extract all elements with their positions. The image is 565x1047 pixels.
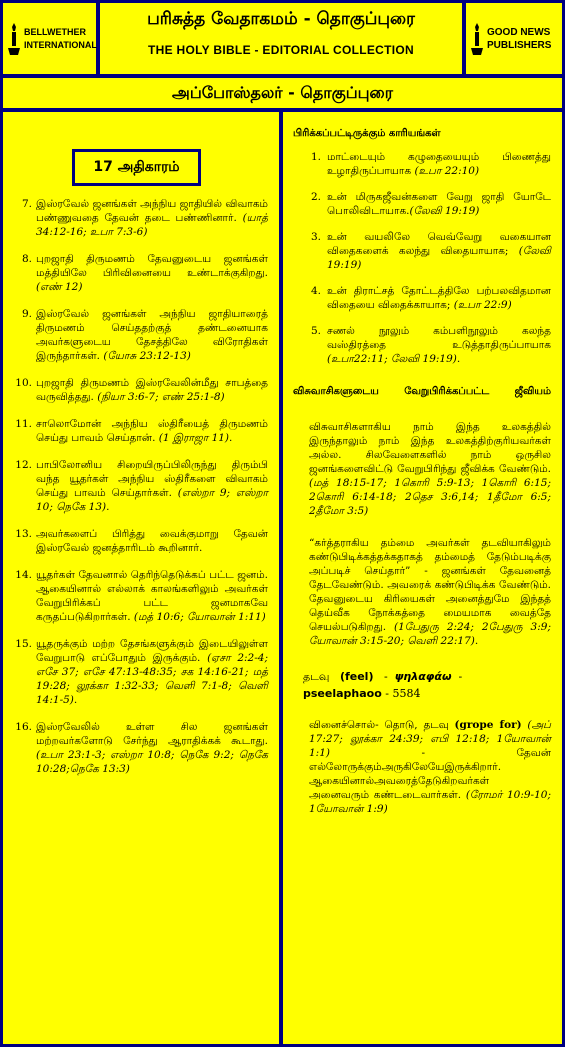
item-text: மாட்டையும் கழுதையையும் பிணைத்து உழாதிருப்பாயாக: [327, 151, 551, 177]
verse-number: 7.: [21, 198, 32, 210]
list-item: [6, 637, 268, 707]
paragraph-ref: (மத் 18:15-17; 1கொரி 5:9-13; 1கொரி 6:15; 2கொரி 6:14-18; 2தெச 3:6,14; 1தீமோ 6:5; 2தீமோ 3:5): [309, 477, 551, 517]
believers-paragraph-1: [293, 420, 551, 518]
list-item: [6, 568, 268, 624]
word-english: (feel): [339, 670, 374, 683]
list-item: [293, 284, 551, 312]
paragraph-ref: (1பேதுரு 2:24; 2பேதுரு 3:9; யோவான் 3:15-20; வெளி 22:17).: [309, 621, 551, 647]
verse-number: 10.: [15, 377, 32, 389]
item-text: உன் திராட்சத் தோட்டத்திலே பற்பலவிதமான விதையை விதைக்காயாக;: [327, 285, 551, 311]
item-text: உன் வயலிலே வெவ்வேறு வகையான விதைகளைக் கலந்து விதையாயாக;: [327, 231, 551, 257]
verse-number: 12.: [15, 459, 32, 471]
verse-text: புறஜாதி திருமணம் இஸ்ரவேலின்மீது சாபத்தை வருவித்தது.: [36, 377, 268, 403]
separation-heading: பிரிக்கப்பட்டிருக்கும் காரியங்கள்: [293, 128, 441, 139]
definition-ref: (அப் 17:27; லூக்கா 24:39; எபி 12:18; 1யோவான் 1:1): [309, 719, 551, 759]
list-item: [6, 458, 268, 514]
left-column: [3, 112, 279, 1044]
definition-english: (grope for): [454, 719, 522, 731]
verse-text: யூதர்கள் தேவனால் தெரிந்தெடுக்கப் பட்ட ஜனம். ஆகையினால் எல்லாக் காலங்களிலும் அவர்கள் வேறுபிரிக்கப் பட்ட ஜனமாகவே கருதப்படுகிறார்கள்.: [36, 569, 268, 623]
verse-text: பாபிலோனிய சிறையிருப்பிலிருந்து திரும்பி வந்த யூதர்கள் அந்நிய ஸ்திரீகளை விவாகம் செய்து பாவம் செய்தார்கள்.: [36, 459, 268, 499]
section-subtitle: அப்போஸ்தலர் - தொகுப்புரை: [172, 83, 393, 102]
verse-text: சாலொமோன் அந்நிய ஸ்திரீயைத் திருமணம் செய்து பாவம் செய்தான்.: [36, 418, 268, 444]
bible-lamp-icon: [7, 22, 21, 56]
logo-right-line1: GOOD NEWS: [487, 26, 551, 38]
paragraph-text: “கர்த்தராகிய தம்மை அவர்கள் தடவியாகிலும் கண்டுபிடிக்கத்தக்கதாகத் தம்மைத் தேடும்படிக்கு அப்படிச் செய்தார்” - ஜனங்கள் தேவனைத் தேடவேண்டும். அவரைக் கண்டுபிடிக்க வேண்டும். தேவனுடைய கிரியைகள் அனைத்துமே இந்தத் தெய்வீக நோக்கத்தை மையமாக வைத்தே செயல்படுகிறது.: [309, 537, 551, 633]
word-transliteration: pseelaphaoo: [303, 687, 382, 700]
verse-text: புறஜாதி திருமணம் தேவனுடைய ஜனங்கள் மத்தியிலே பிரிவினையை உண்டாக்குகிறது.: [36, 253, 268, 279]
verse-text: அவர்களைப் பிரித்து வைக்குமாறு தேவன் இஸ்ரவேல் ஜனத்தாரிடம் கூறினார்.: [36, 528, 268, 554]
paragraph-text: விசுவாசிகளாகிய நாம் இந்த உலகத்தில் இருந்தாலும் நாம் இந்த உலகத்திற்குரியவர்கள் அல்ல. சிலவேளைகளில் நாம் ஒருசில ஜனங்களைவிட்டு வேறுபிரிந்து ஜீவிக்க வேண்டும்.: [309, 421, 551, 475]
publisher-logo-right: [466, 3, 562, 74]
verse-ref: (எஸ்றா 9; எஸ்றா 10; நெகே 13).: [36, 487, 268, 513]
definition-prefix: வினைச்சொல்- தொடு, தடவு: [309, 719, 449, 731]
word-tamil: தடவு: [303, 670, 330, 683]
item-number: 4.: [310, 285, 321, 297]
item-ref: (லேவி 19:19): [327, 245, 551, 271]
strong-number: - 5584: [385, 687, 421, 700]
verse-ref: (ஏசா 2:2-4; எசே 37; எசே 47:13-48:35; சக 14:16-21; மத் 19:28; லூக்கா 1:32-33; வெளி 7:1-8; வெளி 14:1-5).: [36, 652, 269, 706]
right-column: [283, 112, 562, 1044]
verse-list: [6, 197, 268, 789]
list-item: [6, 527, 268, 555]
list-item: [293, 150, 551, 178]
logo-left-line2: INTERNATIONAL: [24, 39, 97, 50]
verse-number: 14.: [15, 569, 32, 581]
list-item: [6, 376, 268, 404]
list-item: [6, 252, 268, 294]
verse-ref: (யாத் 34:12-16; உபா 7:3-6): [36, 212, 269, 238]
separation-list: [293, 150, 551, 366]
verse-ref: (எண் 12): [36, 281, 83, 293]
word-study-definition: [293, 718, 551, 816]
list-item: [293, 324, 551, 366]
item-text: சணல் நூலும் கம்பளிநூலும் கலந்த வஸ்திரத்தை உடுத்தாதிருப்பாயாக: [327, 325, 551, 351]
verse-ref: (உபா 23:1-3; எஸ்றா 10:8; நெகே 9:2; நெகே 10:28;நெகே 13:3): [36, 749, 268, 775]
list-item: [6, 720, 268, 776]
believers-paragraph-2: [293, 536, 551, 648]
verse-number: 13.: [15, 528, 32, 540]
chapter-heading: 17 அதிகாரம்: [72, 149, 201, 186]
verse-ref: (1 இராஜா 11).: [158, 432, 233, 444]
item-ref: (உபா22:11; லேவி 19:19).: [327, 353, 461, 365]
verse-number: 8.: [21, 253, 32, 265]
logo-left-line1: BELLWETHER: [24, 26, 86, 37]
list-item: [6, 307, 268, 363]
definition-text: - தேவன் எல்லோருக்கும்அருகிலேயேஇருக்கிறார். ஆகையினால்அவரைத்தேடுகிறவர்கள் அனைவரும் கண்டடைவார்கள்.: [309, 747, 551, 801]
logo-right-line2: PUBLISHERS: [487, 39, 552, 51]
item-number: 3.: [310, 231, 321, 243]
tamil-title: பரிசுத்த வேதாகமம் - தொகுப்புரை: [147, 9, 415, 29]
list-item: [293, 190, 551, 218]
item-text: உன் மிருகஜீவன்களை வேறு ஜாதி யோடே பொலிவிடாயாக.: [327, 191, 551, 217]
header: [100, 3, 462, 74]
verse-number: 9.: [21, 308, 32, 320]
publisher-logo-left: [3, 3, 96, 74]
item-number: 1.: [310, 151, 321, 163]
verse-text: இஸ்ரவேல் ஜனங்கள் அந்நிய ஜாதியில் விவாகம் பண்ணுவதை தேவன் தடை பண்ணினார்.: [36, 198, 268, 224]
item-number: 2.: [310, 191, 321, 203]
list-item: [293, 230, 551, 272]
verse-text: இஸ்ரவேல் ஜனங்கள் அந்நிய ஜாதியாரைத் திருமணம் செய்ததற்குத் தண்டனையாக அவர்களுடைய தேசத்திலே விரோதிகள் இருந்தார்கள்.: [36, 308, 268, 362]
list-item: [6, 197, 268, 239]
verse-ref: (யோசு 23:12-13): [103, 350, 191, 362]
item-number: 5.: [310, 325, 321, 337]
verse-number: 11.: [15, 418, 32, 430]
verse-text: யூதருக்கும் மற்ற தேசங்களுக்கும் இடையிலுள்ள வேறுபாடு எப்போதும் இருக்கும்.: [36, 638, 268, 664]
word-greek: ψηλαφάω: [394, 670, 452, 683]
item-ref: (உபா 22:9): [453, 299, 512, 311]
sub-header: [3, 78, 562, 108]
verse-ref: (நியா 3:6-7; எண் 25:1-8): [97, 391, 225, 403]
believers-heading: விசுவாசிகளுடைய வேறுபிரிக்கப்பட்ட ஜீவியம்: [293, 386, 551, 397]
definition-ref-2: (ரோமர் 10:9-10; 1யோவான் 1:9): [309, 789, 551, 815]
verse-number: 16.: [15, 721, 32, 733]
verse-ref: (மத் 10:6; யோவான் 1:11): [133, 611, 266, 623]
verse-text: இஸ்ரவேலில் உள்ள சில ஜனங்கள் மற்றவர்களோடு சேர்ந்து ஆராதிக்கக் கூடாது.: [36, 721, 268, 747]
verse-number: 15.: [15, 638, 32, 650]
bible-lamp-icon: [470, 22, 484, 56]
list-item: [6, 417, 268, 445]
english-title: THE HOLY BIBLE - EDITORIAL COLLECTION: [147, 43, 414, 57]
item-ref: (லேவி 19:19): [409, 205, 480, 217]
word-study-heading: தடவு (feel) - ψηλαφάω - pseelaphaoo - 5584: [303, 670, 463, 700]
item-ref: (உபா 22:10): [414, 165, 480, 177]
